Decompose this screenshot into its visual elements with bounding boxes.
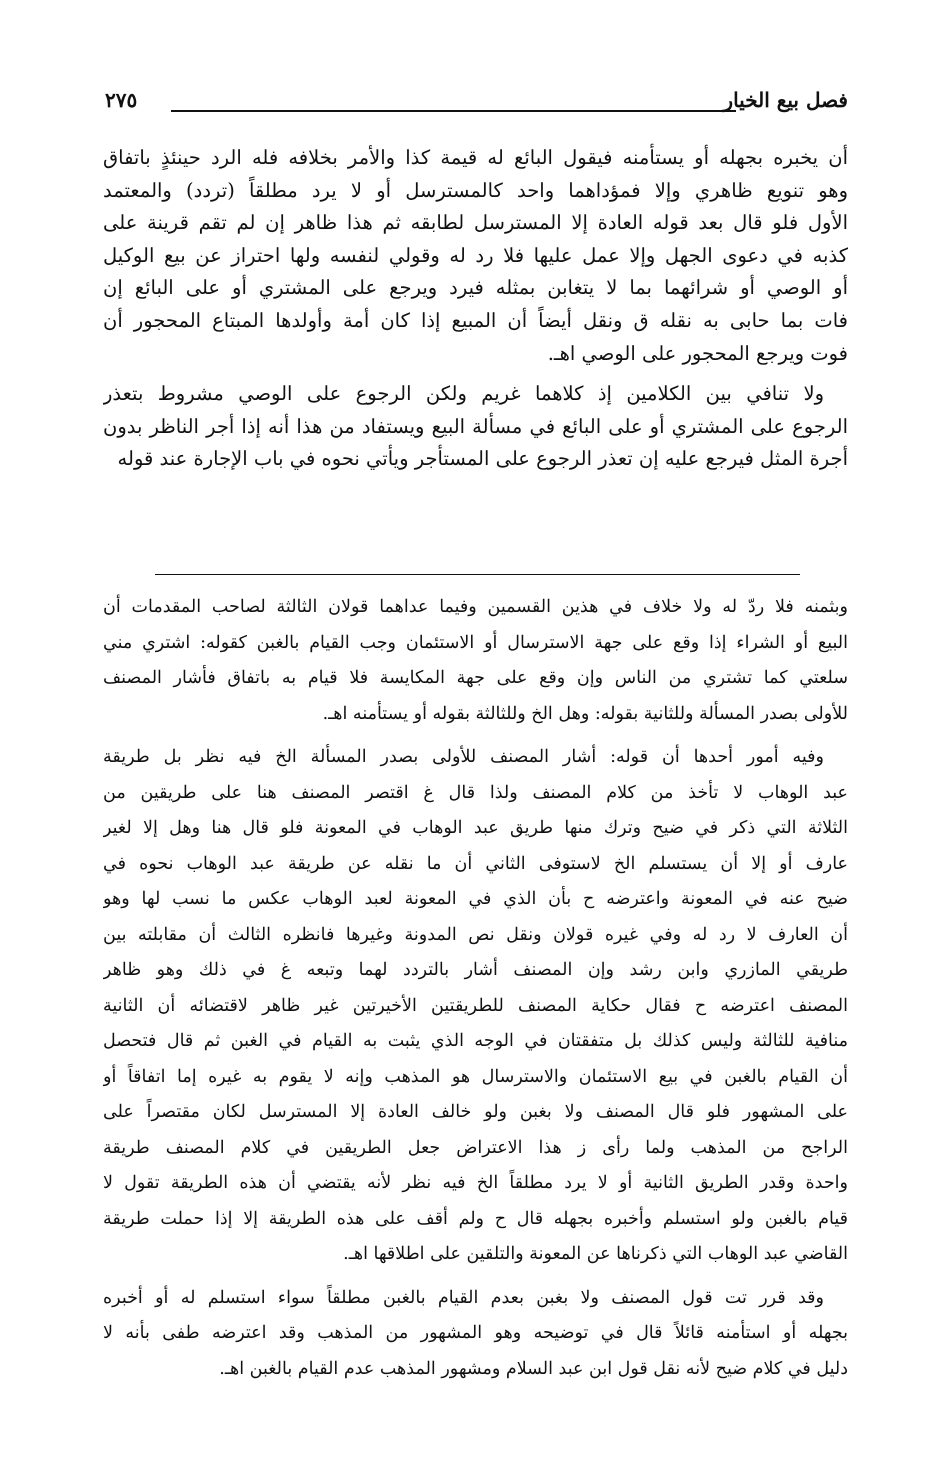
text-line: البيع أو الشراء إذا وقع على جهة الاسترسال أو الاستئمان وجب القيام بالغبن كقوله: اشتري مني [103,632,848,653]
main-paragraph [103,378,848,476]
text-line: عارف أو إلا أن يستسلم الخ لاستوفى الثاني أن ما نقله عن طريقة عبد الوهاب نحوه في [103,853,848,874]
running-header [103,86,848,120]
notes-paragraph [103,1281,848,1388]
text-line: واحدة وقدر الطريق الثانية أو لا يرد مطلقاً الخ فيه نظر لأنه يقتضي أن هذه الطريقة تقول لا [103,1173,848,1193]
text-line: وفيه أمور أحدها أن قوله: أشار المصنف للأولى بصدر المسألة الخ فيه نظر بل طريقة [103,747,824,767]
text-line: الراجح من المذهب ولما رأى ز هذا الاعتراض جعل الطريقين في كلام المصنف طريقة [103,1137,848,1158]
text-line: الرجوع على المشتري أو على البائع في مسألة البيع ويستفاد من هذا أنه إذا أجر الناظر بدون [103,414,848,438]
text-line: فوت ويرجع المحجور على الوصي اهـ. [547,341,848,365]
text-line: المصنف اعترضه ح فقال حكاية المصنف للطريقتين الأخيرتين غير ظاهر لاقتضائه أن الثانية [103,995,848,1016]
text-line: للأولى بصدر المسألة وللثانية بقوله: وهل الخ وللثالثة بقوله أو يستأمنه اهـ. [322,703,848,724]
footnote-divider [155,574,800,575]
text-line: ولا تنافي بين الكلامين إذ كلاهما غريم ولكن الرجوع على الوصي مشروط بتعذر [103,382,824,406]
text-line: عبد الوهاب لا تأخذ من كلام المصنف ولذا قال غ اقتصر المصنف هنا على طريقين من [103,782,848,803]
page-number: ٢٧٥ [105,88,138,112]
text-line: القاضي عبد الوهاب التي ذكرناها عن المعونة والتلقين على اطلاقها اهـ. [343,1244,848,1264]
header-rule [171,110,736,112]
text-line: وهو تنويع ظاهري وإلا فمؤداهما واحد كالمسترسل أو لا يرد مطلقاً (تردد) والمعتمد [103,178,848,202]
text-line: أن القيام بالغبن في بيع الاستئمان والاسترسال هو المذهب وإنه لا يقوم به غيره إما اتفاقاً أو [103,1066,848,1087]
text-line: على المشهور فلو قال المصنف ولا بغبن ولو خالف العادة إلا المسترسل لكان مقتصراً على [103,1102,848,1122]
text-line: أن العارف لا رد له وفي غيره قولان ونقل نص المدونة وغيرها فانظره الثالث أن مقابلته بين [103,924,848,945]
text-line: الأول فلو قال بعد قوله العادة إلا المسترسل لطابقه ثم هذا ظاهر إن لم تقم قرينة على [103,211,848,235]
text-line: بجهله أو استأمنه قائلاً قال في توضيحه وهو المشهور من المذهب وقد اعترضه طفى بأنه لا [103,1323,848,1343]
text-line: الثلاثة التي ذكر في ضيح وترك منها طريق عبد الوهاب في المعونة فلو قال هنا وهل إلا لغير [103,818,848,838]
footnotes [103,590,848,1395]
text-line: أو الوصي أو شرائهما بما لا يتغابن بمثله فيرد ويرجع على المشتري أو على البائع إن [103,276,848,300]
main-paragraph [103,142,848,370]
notes-paragraph [103,740,848,1273]
text-line: طريقي المازري وابن رشد وإن المصنف أشار بالتردد لهما وتبعه غ في ذلك وهو ظاهر [103,960,848,980]
text-line: منافية للثالثة وليس كذلك بل متفقتان في الوجه الذي يثبت به القيام في الغبن ثم قال فتحصل [103,1031,848,1051]
chapter-title: فصل بيع الخيار [723,88,848,112]
notes-paragraph [103,590,848,732]
text-line: قيام بالغبن ولو استسلم وأخبره بجهله قال ح ولم أقف على هذه الطريقة إلا إذا حملت طريقة [103,1208,848,1229]
text-line: وبثمنه فلا ردّ له ولا خلاف في هذين القسمين وفيما عداهما قولان الثالثة لصاحب المقدمات أن [103,597,848,617]
text-line: ضيح عنه في المعونة واعترضه ح بأن الذي في المعونة لعبد الوهاب عكس ما نسب لها وهو [103,889,848,909]
text-line: فات بما حابى به نقله ق ونقل أيضاً أن المبيع إذا كان أمة وأولدها المبتاع المحجور أن [103,308,848,332]
text-line: سلعتي كما تشتري من الناس وإن وقع على جهة المكايسة فلا قيام به باتفاق فأشار المصنف [103,668,848,688]
text-line: دليل في كلام ضيح لأنه نقل قول ابن عبد السلام ومشهور المذهب عدم القيام بالغبن اهـ. [219,1358,848,1379]
text-line: أن يخبره بجهله أو يستأمنه فيقول البائع له قيمة كذا والأمر بخلافه فله الرد حينئذٍ باتفاق [103,146,848,169]
text-line: وقد قرر تت قول المصنف ولا بغبن بعدم القيام بالغبن مطلقاً سواء استسلم له أو أخبره [103,1287,824,1308]
main-text [103,142,848,484]
text-line: كذبه في دعوى الجهل وإلا عمل عليها فلا رد له وقولي لنفسه ولها احتراز عن بيع الوكيل [103,243,848,267]
text-line: أجرة المثل فيرجع عليه إن تعذر الرجوع على المستأجر ويأتي نحوه في باب الإجارة عند قوله [117,447,848,471]
